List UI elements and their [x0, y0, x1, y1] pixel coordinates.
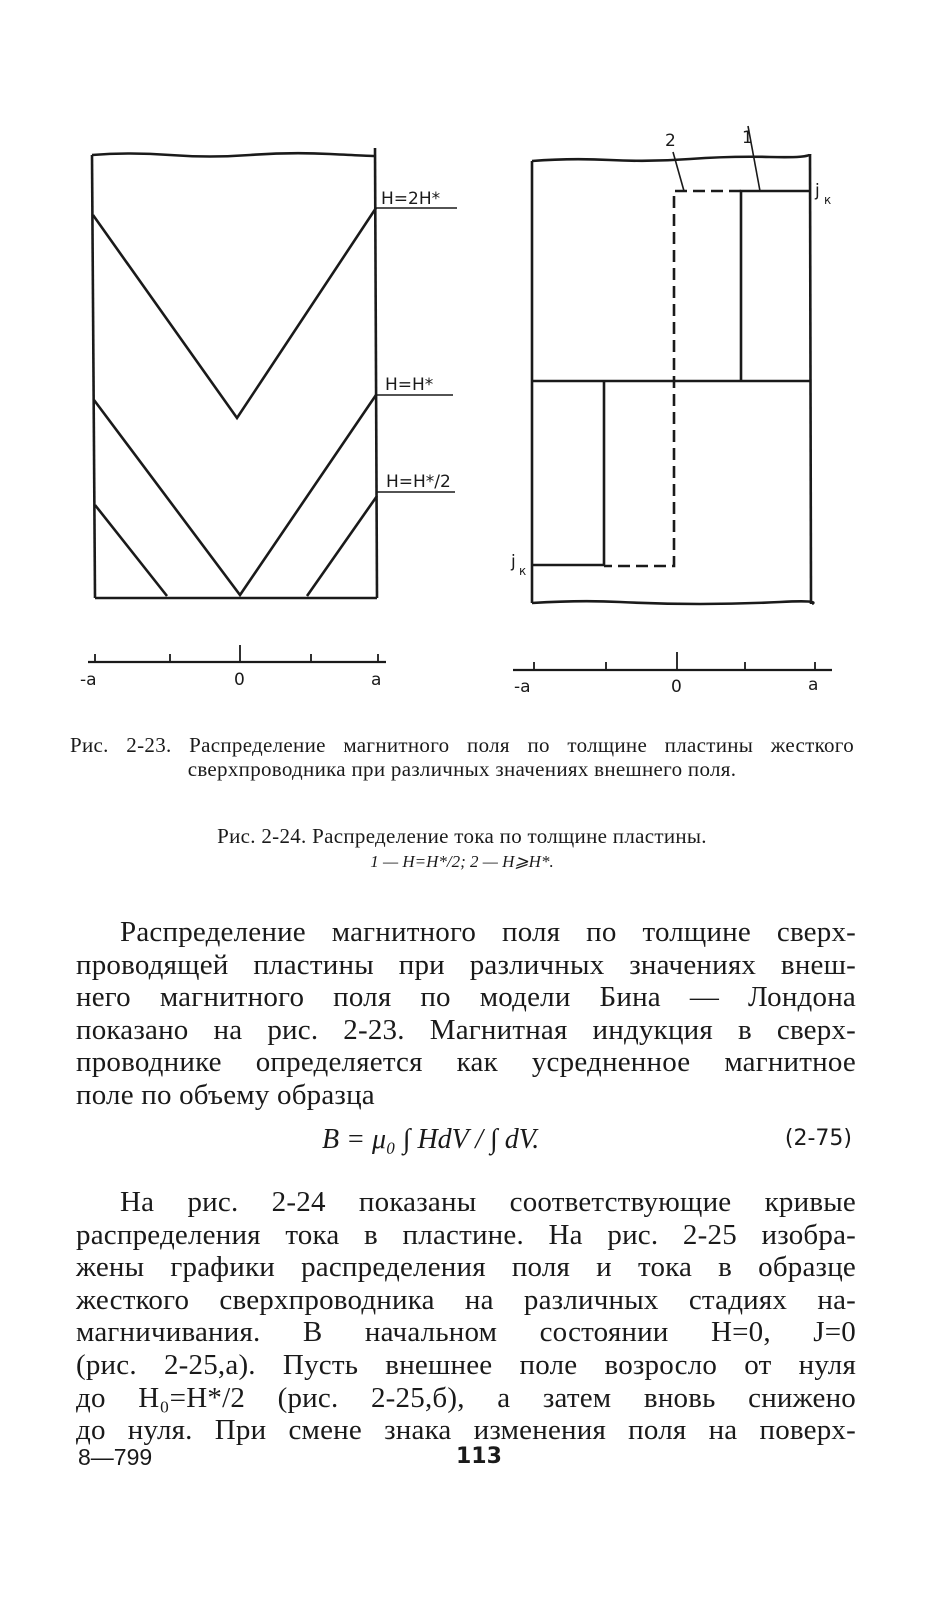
caption-fig-2-23: Рис. 2-23. Распределение магнитного поля по толщине пластины жесткого сверхпроводника при различных значениях внешнего поля. [70, 733, 854, 781]
paragraph-2-line: жены графики распределения поля и тока в образце [76, 1251, 856, 1284]
fig224-leader-2 [673, 152, 684, 191]
fig224-jk-top: j [815, 181, 820, 201]
fig223-curve-half-right [307, 496, 377, 596]
paragraph-1 [76, 916, 856, 1112]
equation-body: B = μ₀ ∫ HdV / ∫ dV. [322, 1124, 540, 1155]
figure-2-24 [513, 126, 832, 670]
fig224-jk-bottom-sub: к [519, 564, 527, 578]
fig223-axis-label-left: -a [80, 670, 97, 690]
paragraph-2-line: до H₀=H*/2 (рис. 2-25,б), а затем вновь снижено [76, 1381, 856, 1414]
fig224-axis-label-right: a [808, 675, 819, 695]
paragraph-1-line: проводящей пластины при различных значениях внеш- [76, 948, 856, 981]
fig224-axis-label-zero: 0 [671, 677, 682, 697]
fig224-curve-label-2: 2 [665, 131, 676, 151]
fig223-curve-h [94, 395, 376, 595]
equation-2-75 [76, 1124, 856, 1164]
figures [0, 0, 948, 720]
label-h-2h: H=2H* [381, 189, 441, 209]
fig223-wavy-top [92, 153, 375, 156]
paragraph-1-line: показано на рис. 2-23. Магнитная индукция в сверх- [76, 1013, 856, 1046]
fig224-curve-2 [604, 191, 741, 566]
legend-fig-2-24: 1 — H=H*/2; 2 — H⩾H*. [370, 852, 554, 871]
equation-number: (2-75) [784, 1126, 852, 1151]
fig224-axis-label-left: -a [514, 677, 531, 697]
page-number: 113 [456, 1444, 502, 1469]
paragraph-2-line: магничивания. В начальном состоянии H=0, J=0 [76, 1316, 856, 1349]
fig223-axis-label-right: a [371, 670, 382, 690]
fig224-curve-1-bottom [532, 381, 604, 565]
fig224-curve-1-top [741, 191, 810, 381]
fig224-jk-bottom: j [511, 552, 516, 572]
fig223-axis-label-zero: 0 [234, 670, 245, 690]
fig223-right-edge [375, 148, 377, 598]
fig223-curve-half-left [95, 505, 167, 596]
fig223-curve-2h [93, 208, 376, 418]
paragraph-2-line: жесткого сверхпроводника на различных стадиях на- [76, 1283, 856, 1316]
fig224-right-edge [810, 154, 811, 604]
figure-2-23 [88, 148, 457, 662]
paragraph-1-line: Распределение магнитного поля по толщине сверх- [120, 916, 856, 948]
label-h-h: H=H* [385, 375, 434, 395]
paragraph-1-line: проводнике определяется как усредненное магнитное [76, 1046, 856, 1079]
label-h-half: H=H*/2 [386, 472, 451, 492]
fig224-curve-label-1: 1 [742, 128, 753, 148]
printer-signature: 8—799 [78, 1444, 153, 1470]
paragraph-2-line: На рис. 2-24 показаны соответствующие кривые [120, 1186, 856, 1218]
paragraph-2-line: (рис. 2-25,а). Пусть внешнее поле возросло от нуля [76, 1348, 856, 1381]
fig223-left-edge [92, 155, 95, 598]
paragraph-2-line: до нуля. При смене знака изменения поля на поверх- [76, 1414, 856, 1447]
paragraph-1-line: него магнитного поля по модели Бина — Лондона [76, 981, 856, 1014]
paragraph-1-line: поле по объему образца [76, 1078, 375, 1111]
fig224-jk-top-sub: к [824, 193, 832, 207]
fig224-wavy-top [532, 154, 810, 161]
paragraph-2 [76, 1186, 856, 1447]
fig224-wavy-bottom [532, 601, 813, 604]
caption-fig-2-24: Рис. 2-24. Распределение тока по толщине пластины. [217, 824, 707, 848]
paragraph-2-line: распределения тока в пластине. На рис. 2-25 изобра- [76, 1218, 856, 1251]
